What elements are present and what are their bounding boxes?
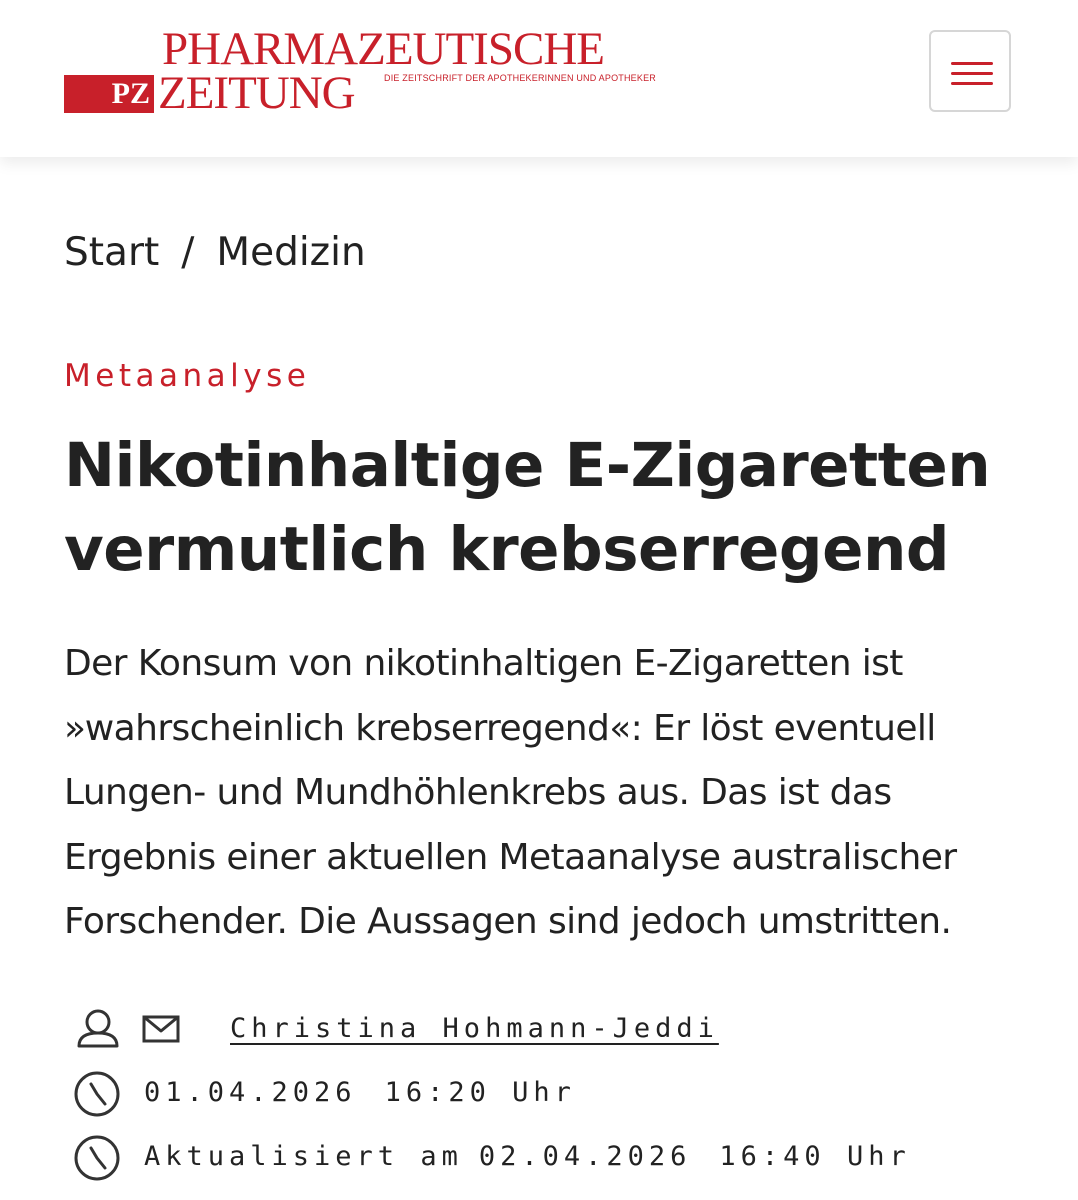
breadcrumb-separator: / — [181, 230, 195, 275]
article-kicker: Metaanalyse — [64, 358, 311, 394]
updated-row — [64, 1128, 911, 1184]
updated-label: Aktualisiert am — [144, 1140, 463, 1172]
updated-time: 16:40 Uhr — [719, 1140, 911, 1172]
published-time: 16:20 Uhr — [384, 1076, 576, 1108]
clock-icon — [64, 1128, 120, 1184]
published-row — [64, 1064, 576, 1120]
person-icon — [64, 1000, 120, 1056]
published-date: 01.04.2026 — [144, 1076, 357, 1108]
menu-button[interactable] — [929, 30, 1011, 112]
breadcrumb-item-medizin[interactable]: Medizin — [216, 230, 366, 275]
breadcrumb-item-start[interactable]: Start — [64, 230, 160, 275]
logo-title-line2: ZEITUNG — [158, 67, 355, 119]
site-logo[interactable] — [64, 23, 664, 119]
article-lead: Der Konsum von nikotinhaltigen E-Zigaretten ist »wahrscheinlich krebserregend«: Er löst eventuell Lungen- und Mundhöhlenkrebs aus. Das ist das Ergebnis einer aktuellen Metaanalyse australischer Forschender. Die Aussagen sind jedoch umstritten. — [64, 643, 957, 942]
author-link[interactable]: Christina Hohmann-Jeddi — [230, 1012, 719, 1044]
article-headline — [64, 424, 1024, 592]
updated-date: 02.04.2026 — [478, 1140, 692, 1172]
breadcrumb — [64, 228, 366, 278]
author-row — [64, 1000, 719, 1056]
clock-icon — [64, 1064, 120, 1120]
mail-icon — [136, 1041, 188, 1060]
site-header — [0, 0, 1078, 157]
headline-line-1: Nikotinhaltige E-Zigaretten — [64, 430, 991, 501]
headline-line-2: vermutlich krebserregend — [64, 514, 950, 585]
author-email-link[interactable] — [136, 1000, 188, 1056]
logo-tagline: DIE ZEITSCHRIFT DER APOTHEKERINNEN UND APOTHEKER — [384, 73, 656, 83]
logo-title-line1: PHARMAZEUTISCHE — [162, 23, 604, 75]
logo-badge: PZ — [64, 75, 154, 113]
